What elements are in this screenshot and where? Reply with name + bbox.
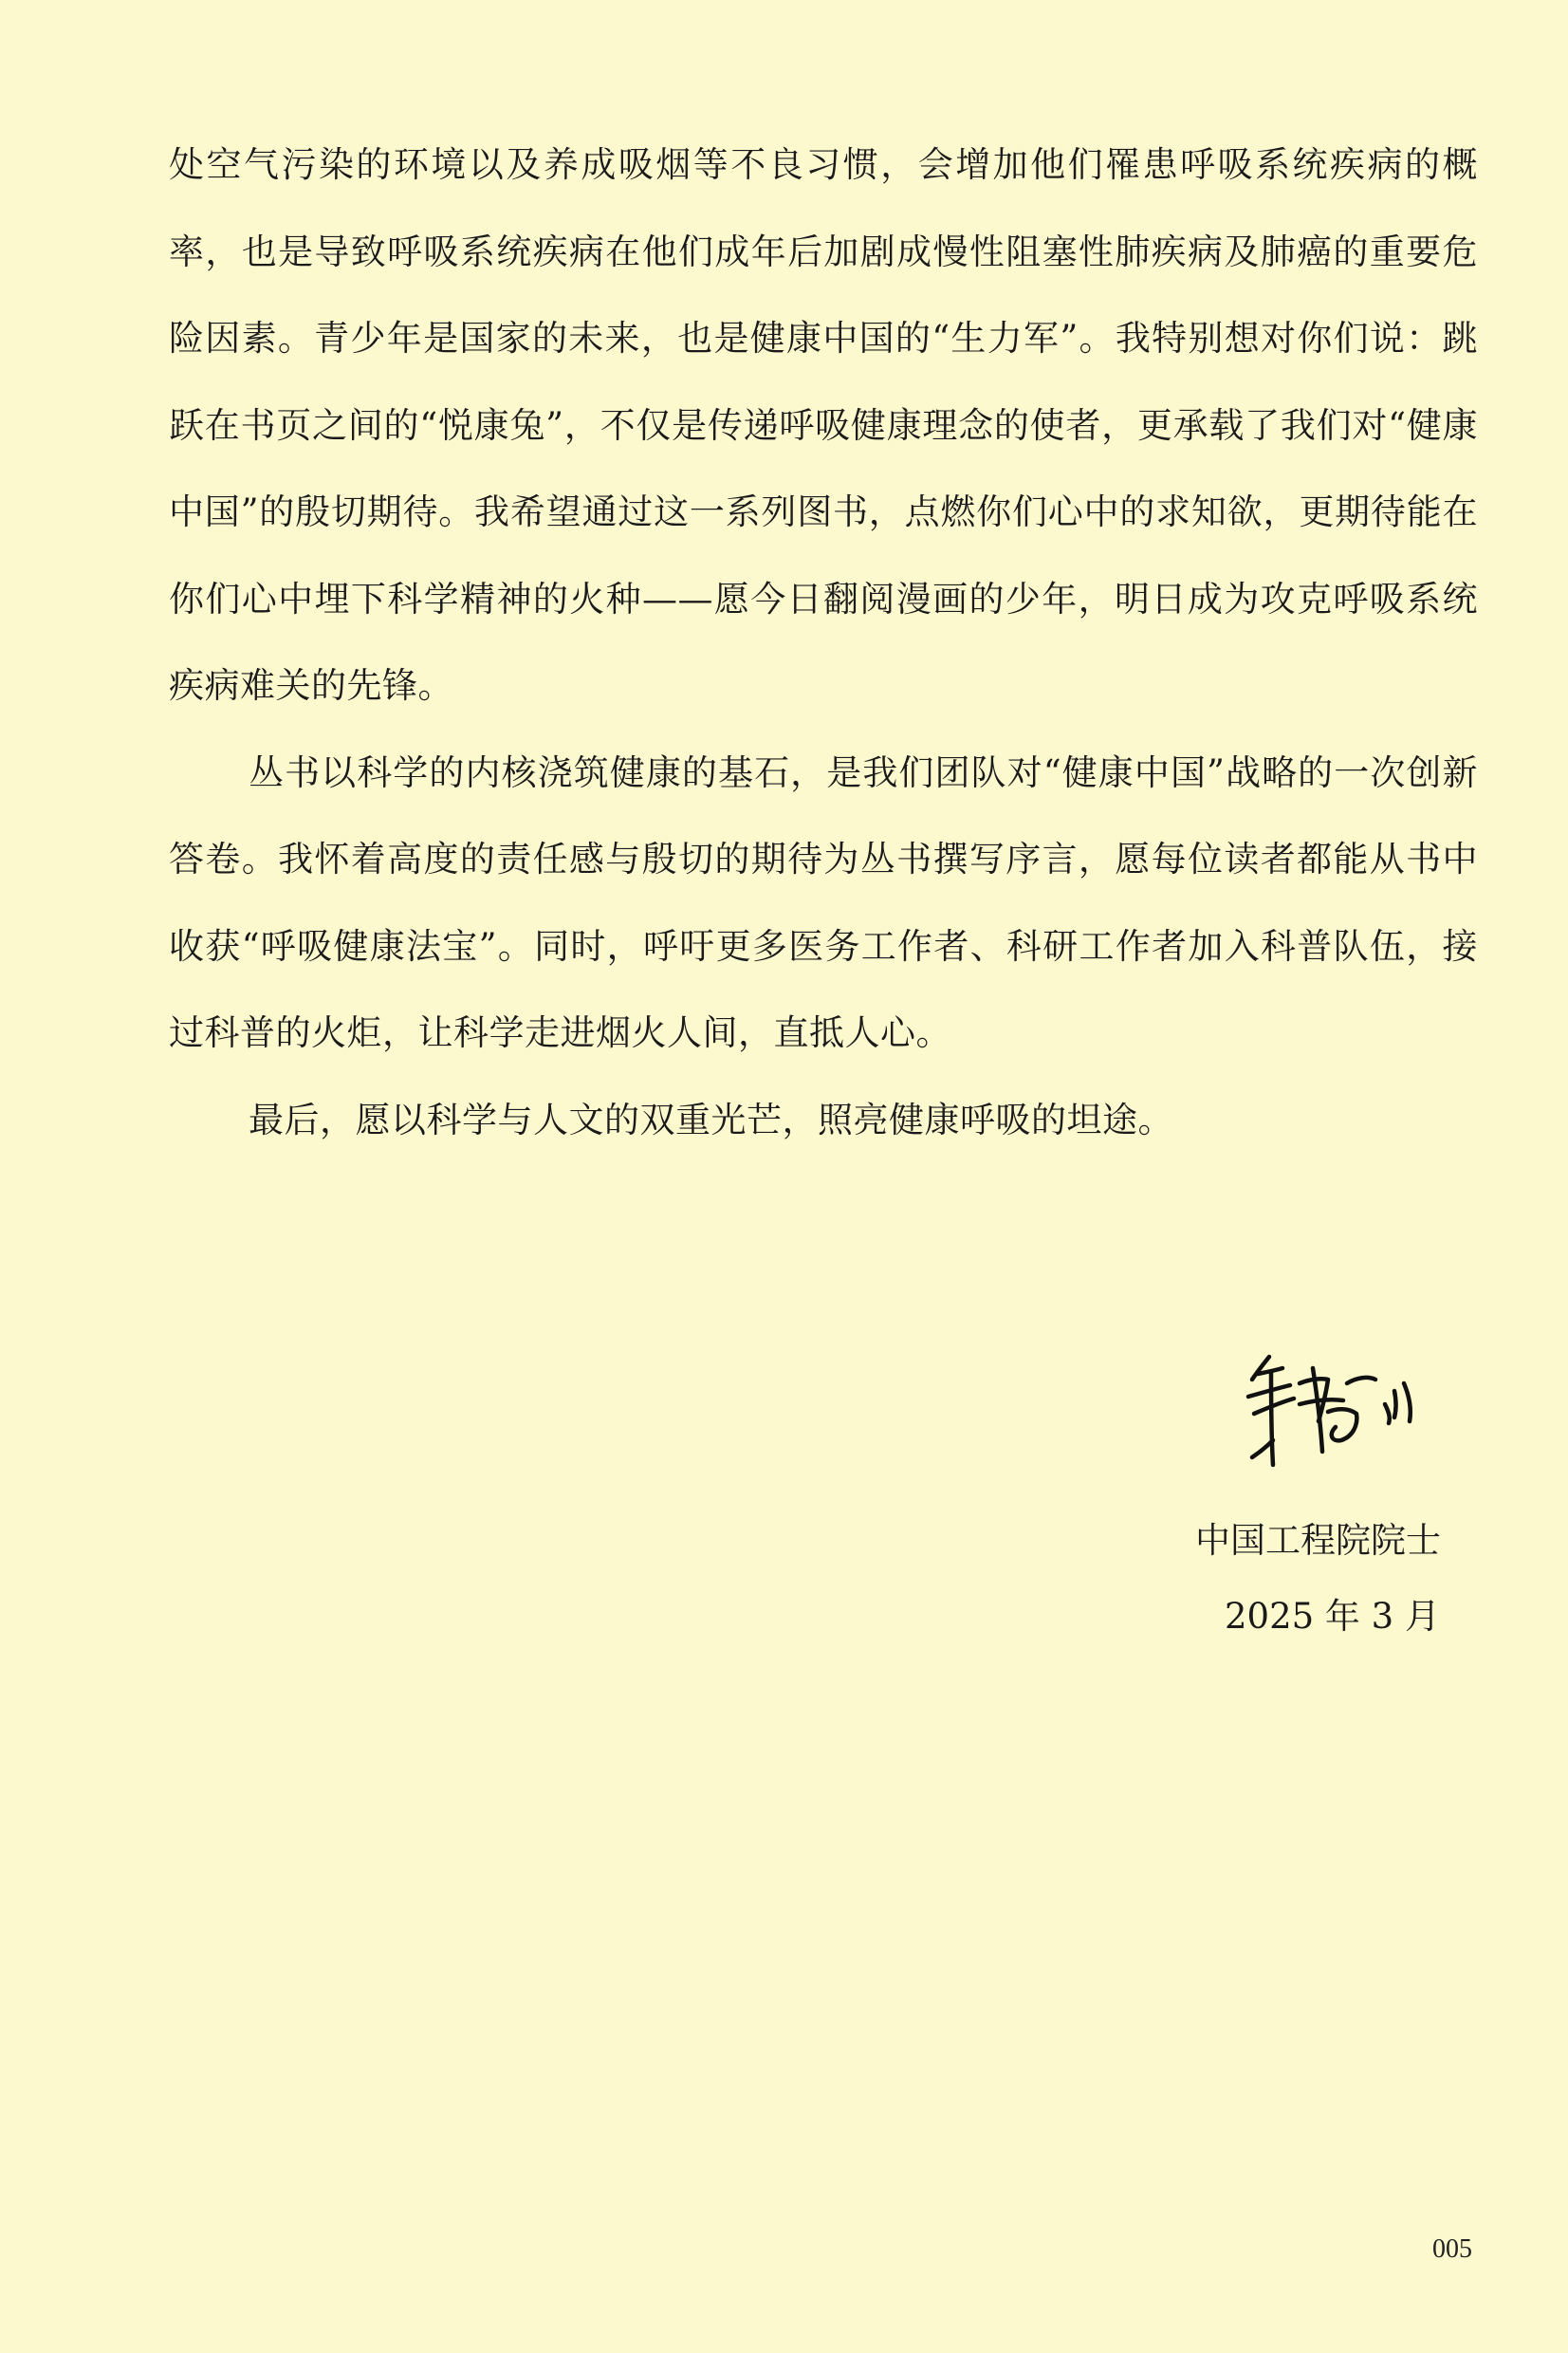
preface-body <box>169 121 1478 1163</box>
paragraph-closing: 最后，愿以科学与人文的双重光芒，照亮健康呼吸的坦途。 <box>249 1099 1173 1140</box>
author-title: 中国工程院院士 <box>1195 1520 1441 1561</box>
paragraph-continued: 处空气污染的环境以及养成吸烟等不良习惯，会增加他们罹患呼吸系统疾病的概率，也是导致呼吸系统疾病在他们成年后加剧成慢性阻塞性肺疾病及肺癌的重要危险因素。青少年是国家的未来，也是健康中国的“生力军”。我特别想对你们说：跳跃在书页之间的“悦康兔”，不仅是传递呼吸健康理念的使者，更承载了我们对“健康中国”的殷切期待。我希望通过这一系列图书，点燃你们心中的求知欲，更期待能在你们心中埋下科学精神的火种——愿今日翻阅漫画的少年，明日成为攻克呼吸系统疾病难关的先锋。 <box>169 144 1478 706</box>
paragraph-series-summary: 丛书以科学的内核浇筑健康的基石，是我们团队对“健康中国”战略的一次创新答卷。我怀着高度的责任感与殷切的期待为丛书撰写序言，愿每位读者都能从书中收获“呼吸健康法宝”。同时，呼吁更多医务工作者、科研工作者加入科普队伍，接过科普的火炬，让科学走进烟火人间，直抵人心。 <box>169 751 1478 1053</box>
handwritten-signature <box>1233 1345 1432 1488</box>
page-number: 005 <box>1432 2234 1472 2264</box>
date-line: 2025 年 3 月 <box>1225 1596 1440 1637</box>
